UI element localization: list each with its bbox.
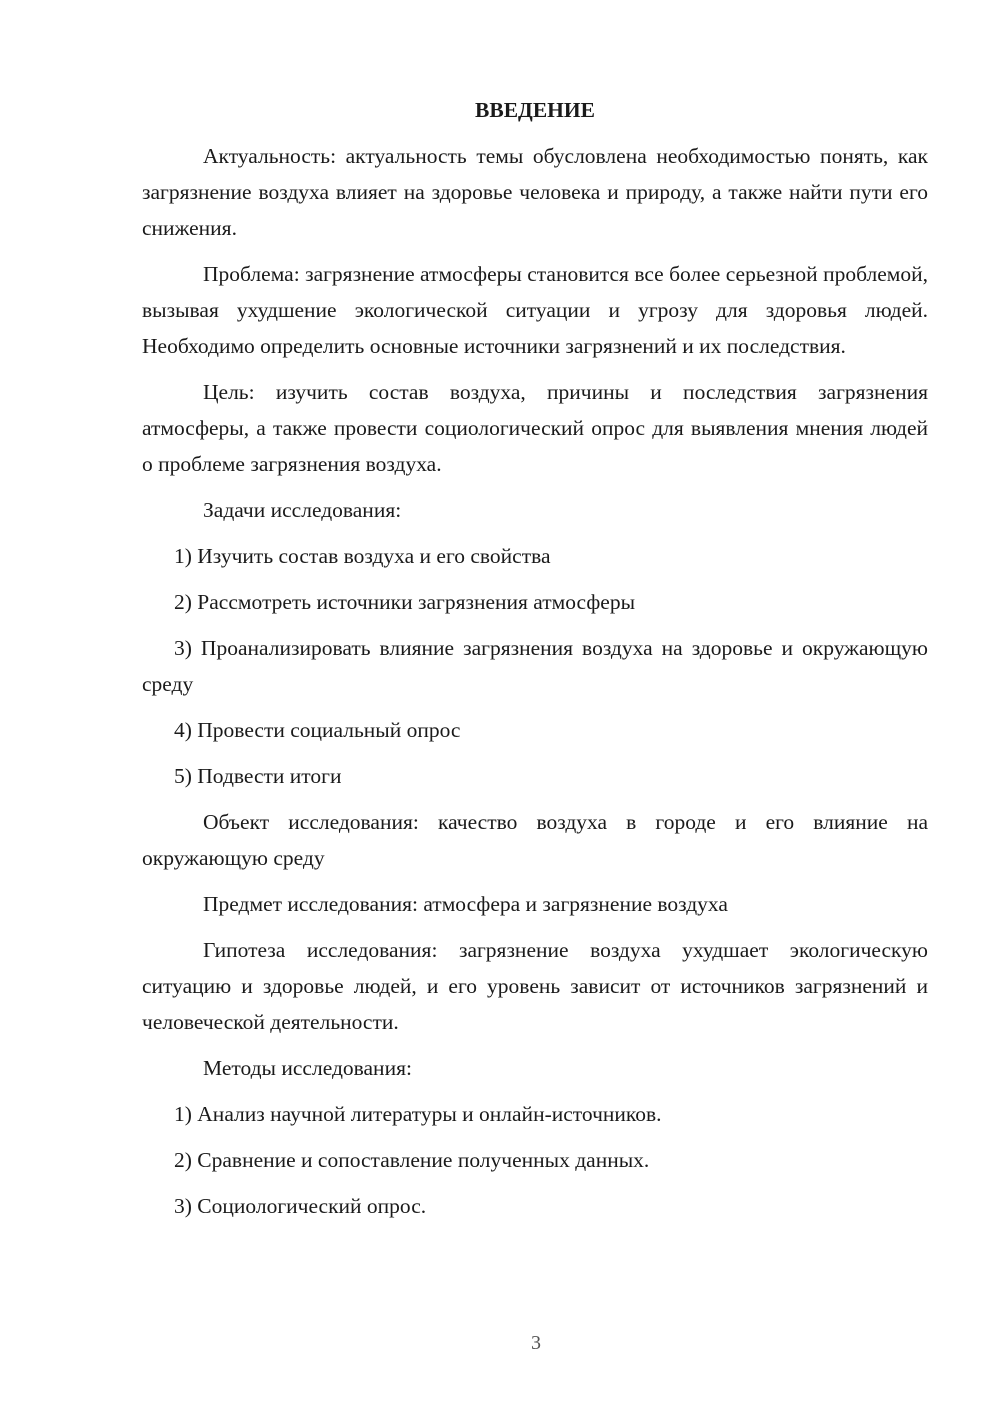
method-item: 1) Анализ научной литературы и онлайн-источников. [174,1102,662,1126]
relevance-paragraph: Актуальность: актуальность темы обусловлена необходимостью понять, как загрязнение воздуха влияет на здоровье человека и природу, а также найти пути его снижения. [142,144,928,240]
goal-paragraph: Цель: изучить состав воздуха, причины и последствия загрязнения атмосферы, а также провести социологический опрос для выявления мнения людей о проблеме загрязнения воздуха. [142,380,928,476]
task-item: 3) Проанализировать влияние загрязнения воздуха на здоровье и окружающую среду [142,636,928,696]
tasks-heading: Задачи исследования: [203,498,402,522]
subject-paragraph: Предмет исследования: атмосфера и загрязнение воздуха [203,892,728,916]
page-number: 3 [531,1332,541,1354]
task-item: 4) Провести социальный опрос [174,718,461,742]
method-item: 2) Сравнение и сопоставление полученных данных. [174,1148,650,1172]
method-item: 3) Социологический опрос. [174,1194,427,1218]
object-paragraph: Объект исследования: качество воздуха в городе и его влияние на окружающую среду [142,810,928,870]
task-item: 5) Подвести итоги [174,764,342,788]
hypothesis-paragraph: Гипотеза исследования: загрязнение воздуха ухудшает экологическую ситуацию и здоровье людей, и его уровень зависит от источников загрязнений и человеческой деятельности. [142,938,928,1034]
document-page [142,92,928,1234]
task-item: 1) Изучить состав воздуха и его свойства [174,544,551,568]
task-item: 2) Рассмотреть источники загрязнения атмосферы [174,590,636,614]
methods-heading: Методы исследования: [203,1056,412,1080]
problem-paragraph: Проблема: загрязнение атмосферы становится все более серьезной проблемой, вызывая ухудшение экологической ситуации и угрозу для здоровья людей. Необходимо определить основные источники загрязнений и их последствия. [142,262,928,358]
page-title: ВВЕДЕНИЕ [475,98,595,122]
